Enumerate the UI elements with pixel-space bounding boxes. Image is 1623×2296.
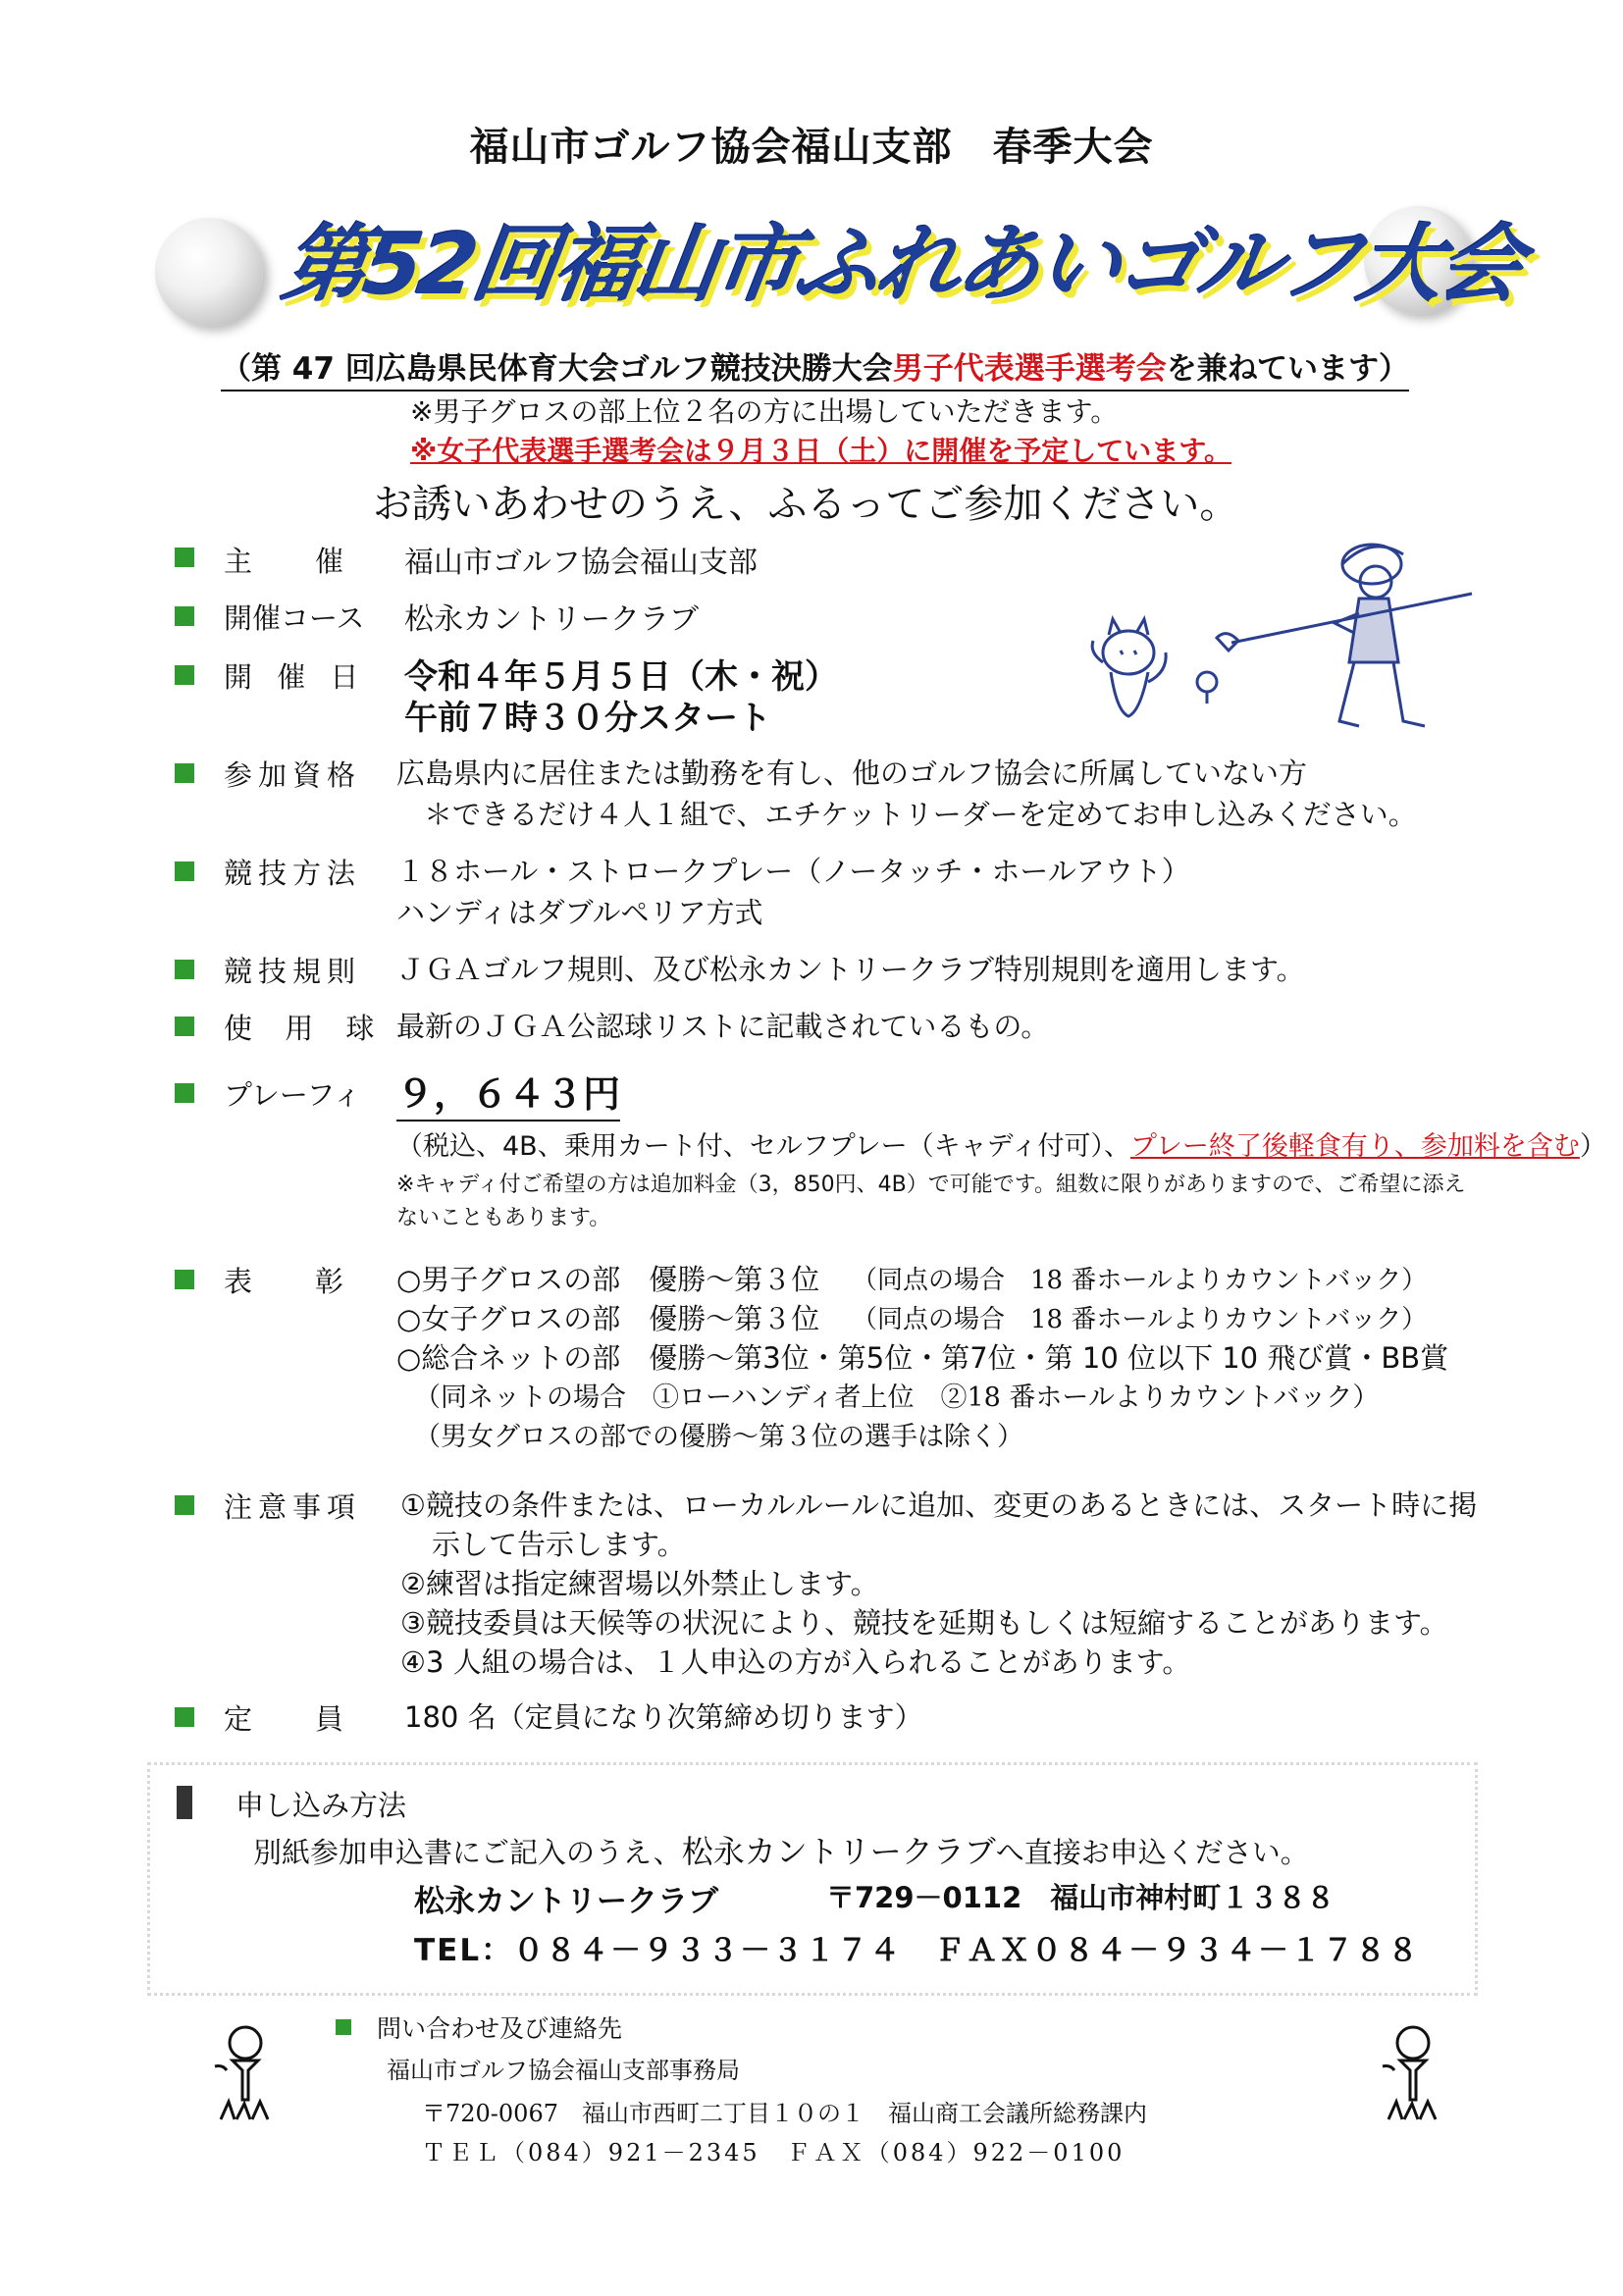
fee-note: ※キャディ付ご希望の方は追加料金（3，850円、4B）で可能です。組数に限りがありますので、ご希望に添え [396, 1173, 1466, 1197]
capacity-label: 定 員 [224, 1702, 346, 1736]
club-phone-fax: TEL：０８４－９３３－３１７４ ＦＡＸ０８４－９３４－１７８８ [414, 1933, 1421, 1968]
application-heading-marker [177, 1786, 192, 1819]
club-name: 松永カントリークラブ [414, 1884, 718, 1919]
fee-note-continued: ないこともあります。 [396, 1206, 611, 1230]
notice-line-2: ※男子グロスの部上位２名の方に出場していただきます。 [410, 395, 1119, 428]
note-1: ①競技の条件または、ローカルルールに追加、変更のあるときには、スタート時に掲 [400, 1488, 1478, 1522]
award-men-gross-tiebreak: （同点の場合 18 番ホールよりカウントバック） [852, 1266, 1428, 1295]
contact-address: 〒720-0067 福山市西町二丁目１０の１ 福山商工会議所総務課内 [422, 2100, 1147, 2127]
notice-line-1: （第 47 回広島県民体育大会ゴルフ競技決勝大会男子代表選手選考会を兼ねています） [221, 343, 1409, 391]
eligibility-value: 広島県内に居住または勤務を有し、他のゴルフ協会に所属していない方 [396, 757, 1308, 790]
notes-label: 注意事項 [224, 1490, 362, 1524]
bullet-icon [175, 665, 194, 685]
note-2: ②練習は指定練習場以外禁止します。 [400, 1567, 879, 1600]
award-net: ○総合ネットの部 優勝～第3位・第5位・第7位・第 10 位以下 10 飛び賞・BB賞 [396, 1341, 1449, 1375]
award-net-tiebreak: （同ネットの場合 ①ローハンディ者上位 ②18 番ホールよりカウントバック） [414, 1383, 1380, 1413]
date-label: 開 催 日 [224, 660, 367, 694]
note-1-continued: 示して告示します。 [432, 1528, 686, 1561]
award-men-gross: ○男子グロスの部 優勝～第３位 [396, 1263, 820, 1296]
event-title: 第52回福山市ふれあいゴルフ大会 [276, 216, 1527, 314]
bullet-icon [175, 861, 194, 881]
handicap-value: ハンディはダブルペリア方式 [396, 896, 763, 929]
bullet-icon [175, 960, 194, 979]
club-address: 〒729－0112 福山市神村町１３８８ [826, 1881, 1335, 1914]
award-exclusion: （男女グロスの部での優勝～第３位の選手は除く） [414, 1422, 1023, 1452]
method-label: 競技方法 [224, 857, 362, 890]
bullet-icon [175, 1083, 194, 1103]
start-time-value: 午前７時３０分スタート [404, 699, 771, 738]
application-heading: 申し込み方法 [236, 1789, 407, 1822]
golfer-illustration [1060, 525, 1492, 741]
golf-tee-icon [1379, 2021, 1447, 2129]
course-value: 松永カントリークラブ [404, 602, 699, 637]
bullet-icon [175, 763, 194, 783]
eligibility-note: ＊できるだけ４人１組で、エチケットリーダーを定めてお申し込みください。 [424, 798, 1417, 831]
note-3: ③競技委員は天候等の状況により、競技を延期もしくは短縮することがあります。 [400, 1606, 1448, 1640]
host-label: 主 催 [224, 545, 346, 578]
event-header: 福山市ゴルフ協会福山支部 春季大会 [469, 125, 1154, 170]
fee-amount: ９，６４３円 [396, 1064, 620, 1122]
capacity-value: 180 名（定員になり次第締め切ります） [404, 1700, 923, 1734]
award-women-gross-tiebreak: （同点の場合 18 番ホールよりカウントバック） [852, 1305, 1428, 1334]
golf-tee-icon [211, 2021, 280, 2129]
ball-value: 最新のＪＧＡ公認球リストに記載されているもの。 [396, 1010, 1050, 1043]
ball-label: 使 用 球 [224, 1012, 387, 1045]
eligibility-label: 参加資格 [224, 758, 362, 792]
bullet-icon [175, 1707, 194, 1727]
bullet-icon [175, 1495, 194, 1515]
bullet-icon [336, 2019, 351, 2035]
contact-org: 福山市ゴルフ協会福山支部事務局 [387, 2057, 740, 2084]
application-instruction: 別紙参加申込書にご記入のうえ、松永カントリークラブへ直接お申込ください。 [253, 1833, 1309, 1870]
note-4: ④3 人組の場合は、１人申込の方が入られることがあります。 [400, 1645, 1191, 1679]
fee-detail: （税込、4B、乗用カート付、セルフプレー（キャディ付可）、プレー終了後軽食有り、参加料を含む） [396, 1131, 1606, 1162]
award-women-gross: ○女子グロスの部 優勝～第３位 [396, 1302, 820, 1335]
awards-label: 表 彰 [224, 1265, 346, 1298]
fee-label: プレーフィ [224, 1078, 362, 1112]
bullet-icon [175, 548, 194, 567]
course-label: 開催コース [224, 601, 365, 635]
method-value: １８ホール・ストロークプレー（ノータッチ・ホールアウト） [396, 855, 1190, 888]
contact-heading: 問い合わせ及び連絡先 [377, 2014, 623, 2043]
bullet-icon [175, 1270, 194, 1289]
rules-label: 競技規則 [224, 955, 362, 988]
notice-line-3: ※女子代表選手選考会は９月３日（土）に開催を予定しています。 [410, 435, 1231, 467]
invitation: お誘いあわせのうえ、ふるってご参加ください。 [373, 482, 1239, 527]
host-value: 福山市ゴルフ協会福山支部 [404, 546, 758, 580]
contact-phone-fax: ＴＥＬ（084）921－2345 ＦＡＸ（084）922－0100 [422, 2139, 1126, 2166]
date-value: 令和４年５月５日（木・祝） [404, 657, 838, 697]
rules-value: ＪＧＡゴルフ規則、及び松永カントリークラブ特別規則を適用します。 [396, 953, 1305, 986]
bullet-icon [175, 1017, 194, 1036]
bullet-icon [175, 606, 194, 626]
golf-ball-left-icon [155, 218, 263, 326]
